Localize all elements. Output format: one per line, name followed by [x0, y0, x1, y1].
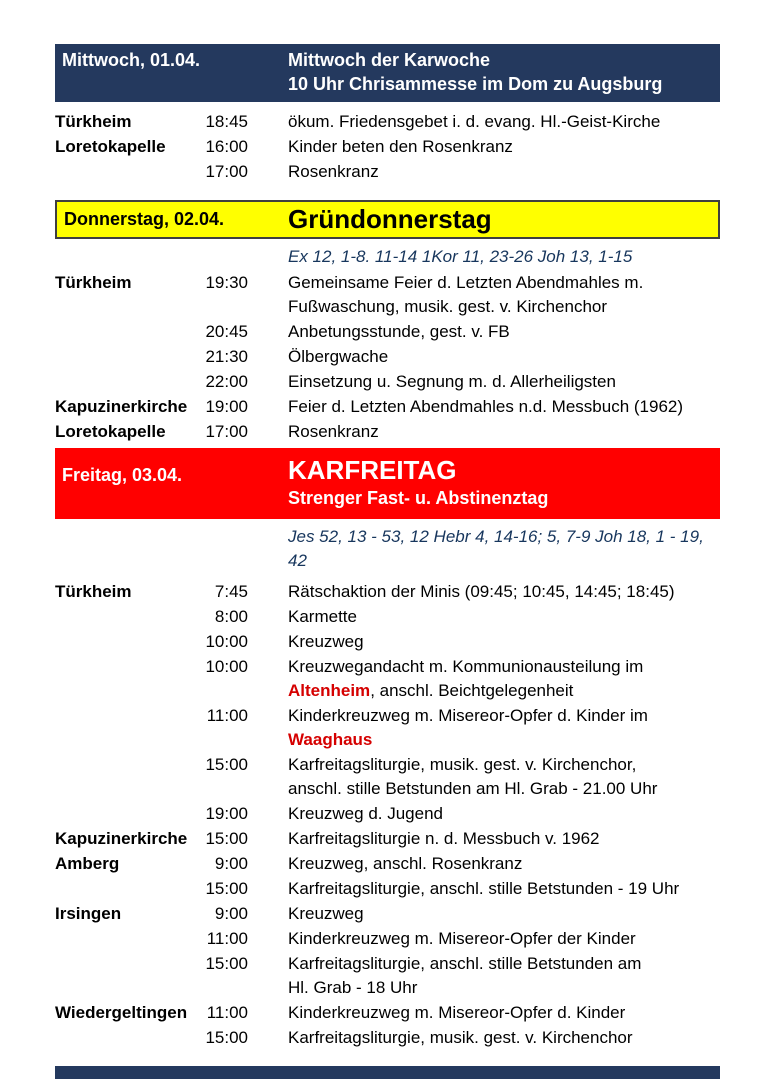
row-description: [288, 370, 720, 394]
row-description: [288, 395, 720, 419]
text-segment: Kinderkreuzweg m. Misereor-Opfer d. Kinder: [288, 1003, 626, 1022]
schedule-row: [55, 110, 720, 134]
description-line: [288, 271, 720, 295]
text-segment: Kinderkreuzweg m. Misereor-Opfer der Kinder: [288, 929, 636, 948]
row-description: [288, 704, 720, 752]
row-time: 17:00: [205, 422, 248, 441]
row-description: [288, 802, 720, 826]
row-description: [288, 271, 720, 319]
text-segment: Ölbergwache: [288, 347, 389, 366]
row-time: 15:00: [205, 1028, 248, 1047]
row-description: [288, 605, 720, 629]
schedule-rows-freitag: [55, 580, 720, 1050]
schedule-rows-donnerstag: [55, 271, 720, 444]
day-subtitle-mittwoch: 10 Uhr Chrisammesse im Dom zu Augsburg: [288, 74, 663, 94]
text-segment: Karfreitagsliturgie, anschl. stille Betstunden am: [288, 954, 642, 973]
description-line: [288, 728, 720, 752]
schedule-row: [55, 704, 720, 752]
description-line: [288, 777, 720, 801]
row-time: 18:45: [205, 112, 248, 131]
row-location: [55, 877, 200, 901]
schedule-row: [55, 580, 720, 604]
description-line: [288, 877, 720, 901]
row-description: [288, 630, 720, 654]
description-line: [288, 370, 720, 394]
day-date-mittwoch: Mittwoch, 01.04.: [62, 50, 201, 70]
schedule-row: [55, 1026, 720, 1050]
text-segment: Kreuzweg, anschl. Rosenkranz: [288, 854, 523, 873]
row-time: 15:00: [205, 879, 248, 898]
schedule-row: [55, 753, 720, 801]
row-location: Loretokapelle: [55, 422, 166, 441]
description-line: [288, 927, 720, 951]
day-date-freitag: Freitag, 03.04.: [62, 465, 183, 485]
text-segment: Rosenkranz: [288, 422, 379, 441]
row-time: 20:45: [205, 322, 248, 341]
row-time: 9:00: [214, 904, 248, 923]
row-location: Türkheim: [55, 112, 132, 131]
row-time: 19:30: [205, 273, 248, 292]
scripture-reading-freitag: Jes 52, 13 - 53, 12 Hebr 4, 14-16; 5, 7-9 Joh 18, 1 - 19, 42: [288, 527, 704, 570]
day-header-donnerstag: [55, 200, 720, 239]
row-location: Kapuzinerkirche: [55, 397, 188, 416]
schedule-rows-mittwoch: [55, 110, 720, 184]
row-location: [55, 630, 200, 654]
schedule-row: [55, 135, 720, 159]
schedule-row: [55, 370, 720, 394]
text-segment: Kreuzweg d. Jugend: [288, 804, 443, 823]
row-location: [55, 704, 200, 752]
row-location: [55, 320, 200, 344]
row-description: [288, 655, 720, 703]
text-segment: anschl. stille Betstunden am Hl. Grab - 21.00 Uhr: [288, 779, 658, 798]
row-description: [288, 320, 720, 344]
text-segment: Anbetungsstunde, gest. v. FB: [288, 322, 510, 341]
row-location: Amberg: [55, 854, 120, 873]
row-time: 10:00: [205, 632, 248, 651]
text-segment: Karmette: [288, 607, 357, 626]
row-location: [55, 345, 200, 369]
text-segment: Gemeinsame Feier d. Letzten Abendmahles m.: [288, 273, 644, 292]
description-line: [288, 110, 720, 134]
schedule-row: [55, 271, 720, 319]
section-freitag: [55, 448, 720, 1050]
day-subtitle-freitag: Strenger Fast- u. Abstinenztag: [288, 488, 549, 508]
text-segment: Kreuzweg: [288, 632, 364, 651]
text-segment: Karfreitagsliturgie, musik. gest. v. Kirchenchor: [288, 1028, 633, 1047]
row-time: 16:00: [205, 137, 248, 156]
row-description: [288, 1026, 720, 1050]
description-line: [288, 902, 720, 926]
text-segment: Karfreitagsliturgie n. d. Messbuch v. 1962: [288, 829, 600, 848]
description-line: [288, 1001, 720, 1025]
description-line: [288, 852, 720, 876]
schedule-row: [55, 802, 720, 826]
day-title-mittwoch: Mittwoch der Karwoche: [288, 50, 491, 70]
description-line: [288, 976, 720, 1000]
row-time: 8:00: [214, 607, 248, 626]
row-description: [288, 927, 720, 951]
description-line: [288, 420, 720, 444]
row-time: 19:00: [205, 804, 248, 823]
row-location: Loretokapelle: [55, 137, 166, 156]
schedule-row: [55, 395, 720, 419]
text-segment: Kreuzweg: [288, 904, 364, 923]
schedule-row: [55, 952, 720, 1000]
row-location: Irsingen: [55, 904, 122, 923]
highlighted-text: Waaghaus: [288, 730, 373, 749]
description-line: [288, 345, 720, 369]
day-titles-mittwoch: [288, 48, 714, 96]
row-time: 17:00: [205, 162, 248, 181]
row-location: [55, 655, 200, 703]
text-segment: Feier d. Letzten Abendmahles n.d. Messbuch (1962): [288, 397, 684, 416]
row-time: 21:30: [205, 347, 248, 366]
schedule-row: [55, 345, 720, 369]
row-time: 15:00: [205, 954, 248, 973]
day-titles-freitag: [288, 456, 714, 510]
row-time: 15:00: [205, 829, 248, 848]
schedule-row: [55, 160, 720, 184]
day-header-mittwoch: [55, 44, 720, 102]
schedule-row: [55, 630, 720, 654]
text-segment: Karfreitagsliturgie, musik. gest. v. Kirchenchor,: [288, 755, 637, 774]
row-description: [288, 345, 720, 369]
highlighted-text: Altenheim: [288, 681, 371, 700]
row-description: [288, 135, 720, 159]
section-mittwoch: [55, 44, 720, 184]
row-location: [55, 1026, 200, 1050]
row-description: [288, 852, 720, 876]
row-description: [288, 110, 720, 134]
row-time: 10:00: [205, 657, 248, 676]
text-segment: Rosenkranz: [288, 162, 379, 181]
row-time: 11:00: [206, 1003, 248, 1022]
row-time: 7:45: [214, 582, 248, 601]
description-line: [288, 395, 720, 419]
row-location: [55, 370, 200, 394]
row-location: Kapuzinerkirche: [55, 829, 188, 848]
day-header-freitag: [55, 448, 720, 519]
description-line: [288, 704, 720, 728]
description-line: [288, 952, 720, 976]
row-location: Wiedergeltingen: [55, 1003, 188, 1022]
schedule-row: [55, 605, 720, 629]
row-time: 19:00: [205, 397, 248, 416]
scripture-reading-donnerstag: Ex 12, 1-8. 11-14 1Kor 11, 23-26 Joh 13, 1-15: [288, 247, 633, 266]
text-segment: ökum. Friedensgebet i. d. evang. Hl.-Geist-Kirche: [288, 112, 661, 131]
row-description: [288, 1001, 720, 1025]
day-title-freitag: KARFREITAG: [288, 455, 457, 485]
description-line: [288, 295, 720, 319]
row-description: [288, 753, 720, 801]
footer-bar: [55, 1066, 720, 1079]
text-segment: Kinderkreuzweg m. Misereor-Opfer d. Kinder im: [288, 706, 648, 725]
description-line: [288, 655, 720, 679]
description-line: [288, 827, 720, 851]
row-time: 9:00: [214, 854, 248, 873]
schedule-row: [55, 827, 720, 851]
row-time: 15:00: [205, 755, 248, 774]
row-location: Türkheim: [55, 273, 132, 292]
row-location: [55, 160, 200, 184]
description-line: [288, 160, 720, 184]
description-line: [288, 605, 720, 629]
row-description: [288, 160, 720, 184]
description-line: [288, 320, 720, 344]
text-segment: Karfreitagsliturgie, anschl. stille Betstunden - 19 Uhr: [288, 879, 680, 898]
description-line: [288, 802, 720, 826]
schedule-row: [55, 902, 720, 926]
row-location: [55, 952, 200, 1000]
schedule-row: [55, 877, 720, 901]
description-line: [288, 753, 720, 777]
schedule-row: [55, 420, 720, 444]
text-segment: Fußwaschung, musik. gest. v. Kirchenchor: [288, 297, 608, 316]
description-line: [288, 630, 720, 654]
text-segment: Hl. Grab - 18 Uhr: [288, 978, 418, 997]
description-line: [288, 679, 720, 703]
text-segment: Kinder beten den Rosenkranz: [288, 137, 513, 156]
text-segment: Rätschaktion der Minis (09:45; 10:45, 14:45; 18:45): [288, 582, 675, 601]
section-donnerstag: [55, 200, 720, 444]
row-location: [55, 753, 200, 801]
schedule-row: [55, 927, 720, 951]
row-time: 22:00: [205, 372, 248, 391]
row-description: [288, 902, 720, 926]
schedule-row: [55, 655, 720, 703]
row-description: [288, 877, 720, 901]
schedule-row: [55, 320, 720, 344]
row-time: 11:00: [206, 929, 248, 948]
row-description: [288, 580, 720, 604]
description-line: [288, 135, 720, 159]
schedule-row: [55, 1001, 720, 1025]
text-segment: Einsetzung u. Segnung m. d. Allerheiligsten: [288, 372, 616, 391]
row-description: [288, 952, 720, 1000]
row-time: 11:00: [206, 706, 248, 725]
row-location: [55, 605, 200, 629]
schedule-row: [55, 852, 720, 876]
day-date-donnerstag: Donnerstag, 02.04.: [64, 209, 225, 229]
day-titles-donnerstag: [288, 204, 712, 234]
description-line: [288, 1026, 720, 1050]
row-location: Türkheim: [55, 582, 132, 601]
text-segment: Kreuzwegandacht m. Kommunionausteilung im: [288, 657, 644, 676]
row-description: [288, 827, 720, 851]
row-location: [55, 802, 200, 826]
text-segment: , anschl. Beichtgelegenheit: [370, 681, 574, 700]
day-title-donnerstag: Gründonnerstag: [288, 204, 492, 234]
row-location: [55, 927, 200, 951]
row-description: [288, 420, 720, 444]
description-line: [288, 580, 720, 604]
